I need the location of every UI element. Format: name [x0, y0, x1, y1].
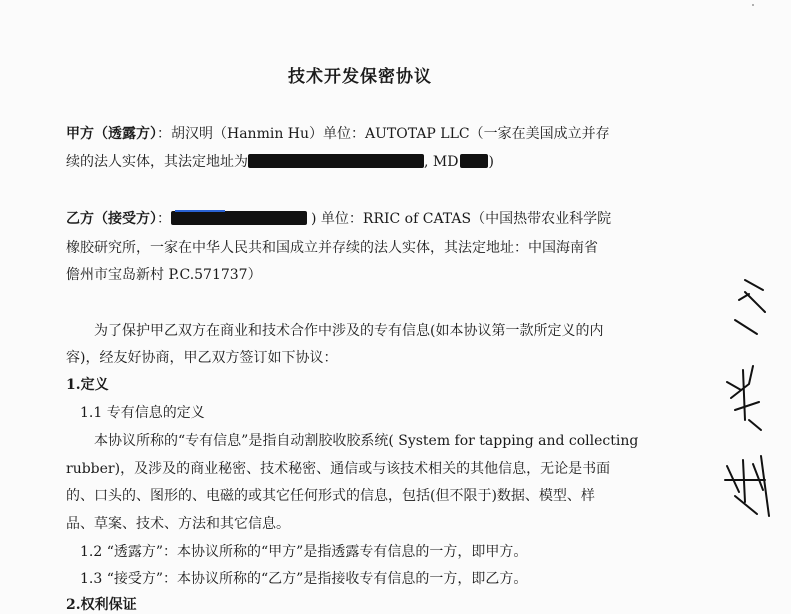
party-a-line-2	[66, 151, 494, 171]
page-title: 技术开发保密协议	[288, 67, 432, 87]
section-1-heading: 1.定义	[66, 377, 109, 393]
section-1-1-para-2: rubber)，及涉及的商业秘密、技术秘密、通信或与该技术相关的其他信息，无论是书面	[66, 461, 611, 477]
section-1-1-para-1: 本协议所称的“专有信息”是指自动割胶收胶系统( System for tapping and collecting	[94, 433, 639, 449]
section-1-1-para-4: 品、草案、技术、方法和其它信息。	[66, 516, 290, 532]
blue-pen-mark	[175, 210, 225, 212]
section-2-heading: 2.权利保证	[66, 597, 137, 613]
party-b-line-2: 橡胶研究所，一家在中华人民共和国成立并存续的法人实体，其法定地址：中国海南省	[66, 240, 598, 256]
party-a-address-label: 续的法人实体，其法定地址为	[66, 154, 248, 170]
redaction-box	[248, 154, 424, 168]
party-b-colon: ：	[157, 211, 171, 227]
party-a-line-1	[66, 123, 610, 143]
intro-line-2: 容)，经友好协商，甲乙双方签订如下协议：	[66, 350, 338, 366]
redaction-box	[460, 154, 488, 168]
scan-speck	[752, 4, 754, 6]
party-b-redacted-name	[171, 211, 311, 227]
party-b-line-3: 儋州市宝岛新村 P.C.571737）	[66, 267, 262, 283]
party-b-text: ) 单位：RRIC of CATAS（中国热带农业科学院	[311, 211, 612, 227]
intro-line-1: 为了保护甲乙双方在商业和技术合作中涉及的专有信息(如本协议第一款所定义的内	[94, 323, 604, 339]
party-a-text: ：胡汉明（Hanmin Hu）单位：AUTOTAP LLC（一家在美国成立并存	[157, 126, 610, 142]
handwritten-signature	[705, 270, 785, 530]
section-1-1-para-3: 的、口头的、图形的、电磁的或其它任何形式的信息，包括(但不限于)数据、模型、样	[66, 488, 595, 504]
party-b-label: 乙方（接受方）	[66, 211, 157, 227]
section-1-1-heading: 1.1 专有信息的定义	[80, 405, 205, 421]
party-b-line-1	[66, 208, 611, 228]
redaction-box	[171, 211, 307, 225]
party-a-state: , MD	[424, 154, 459, 170]
party-a-label: 甲方（透露方）	[66, 126, 157, 142]
party-a-close: )	[488, 154, 494, 170]
section-1-3: 1.3 “接受方”：本协议所称的“乙方”是指接收专有信息的一方，即乙方。	[80, 571, 528, 587]
section-1-2: 1.2 “透露方”：本协议所称的“甲方”是指透露专有信息的一方，即甲方。	[80, 544, 528, 560]
